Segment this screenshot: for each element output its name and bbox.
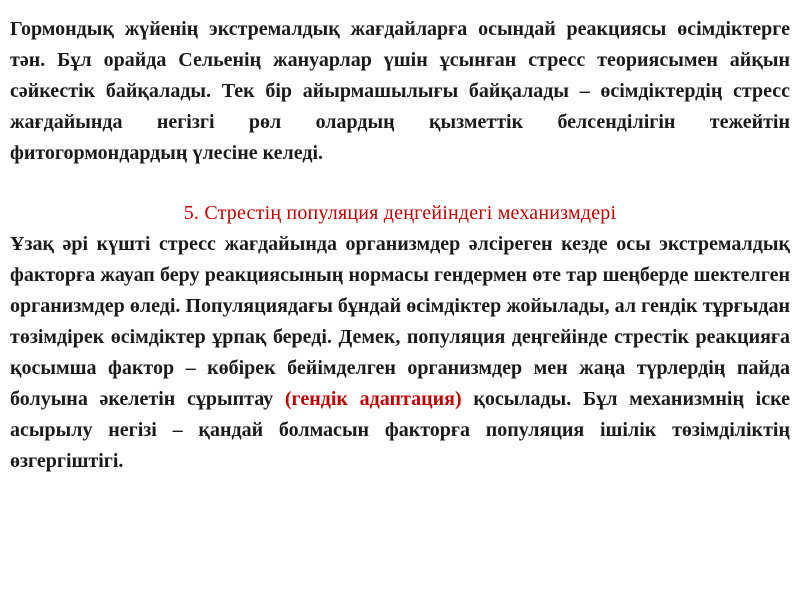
paragraph-population-mechanisms (10, 229, 790, 477)
section-heading: 5. Стрестің популяция деңгейіндегі механизмдері (183, 202, 617, 224)
paragraph-text-part1: Ұзақ әрі күшті стресс жағдайында организмдер әлсіреген кезде осы экстремалдық факторға жауап беру реакциясының нормасы гендермен өте тар шеңберде шектелген организмдер өледі. Популяциядағы бұндай өсімдіктер жойылады, ал гендік тұрғыдан төзімдірек өсімдіктер ұрпақ береді. Демек, популяция деңгейінде стрестік реакцияға қосымша фактор – көбірек бейімделген организмдер мен жаңа түрлердің пайда болуына әкелетін сұрыптау (10, 233, 790, 410)
slide-content (10, 14, 790, 477)
spacer (10, 169, 790, 198)
genetic-adaptation-highlight: (гендік адаптация) (284, 388, 462, 410)
paragraph-text-part2: қосылады. Бұл механизмнің іске асырылу негізі – қандай болмасын факторға популяция ішілік төзімділіктің өзгергіштігі. (10, 388, 790, 472)
paragraph-hormonal-reaction: Гормондық жүйенің экстремалдық жағдайларға осындай реакциясы өсімдіктерге тән. Бұл орайда Сельенің жануарлар үшін ұсынған стресс теориясымен айқын сәйкестік байқалады. Тек бір айырмашылығы байқалады – өсімдіктердің стресс жағдайында негізгі рөл олардың қызметтік белсенділігін тежейтін фитогормондардың үлесіне келеді. (10, 18, 790, 164)
